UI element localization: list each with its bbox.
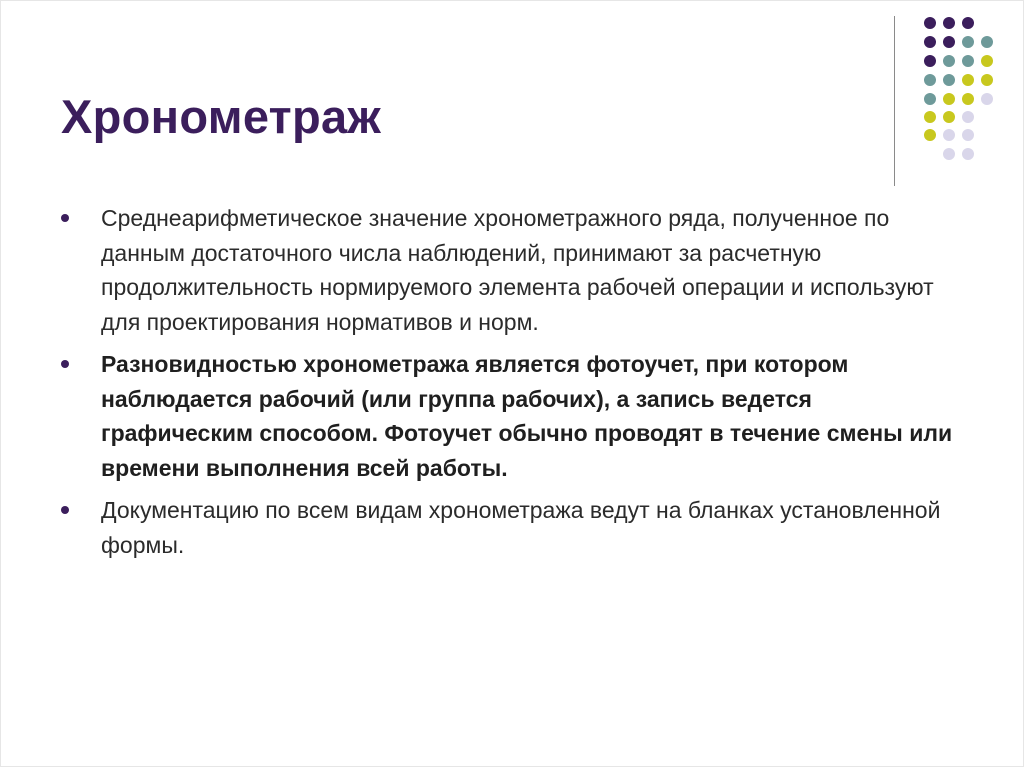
decorative-dot bbox=[943, 55, 955, 67]
decorative-dot bbox=[981, 36, 993, 48]
decorative-dot bbox=[924, 17, 936, 29]
decorative-dot bbox=[924, 111, 936, 123]
bullet-item-3 bbox=[61, 493, 961, 562]
bullet-item-2 bbox=[61, 347, 961, 485]
decorative-dot bbox=[962, 74, 974, 86]
decorative-dot bbox=[981, 74, 993, 86]
decorative-dot bbox=[962, 17, 974, 29]
decorative-dot bbox=[924, 93, 936, 105]
decorative-dot bbox=[943, 17, 955, 29]
bullet-marker-icon bbox=[61, 360, 69, 368]
decorative-divider-line bbox=[894, 16, 895, 186]
decorative-dot bbox=[981, 93, 993, 105]
decorative-dot bbox=[924, 129, 936, 141]
decorative-dot bbox=[962, 36, 974, 48]
bullet-text: Документацию по всем видам хронометража ведут на бланках установленной формы. bbox=[101, 497, 941, 558]
decorative-dot bbox=[962, 148, 974, 160]
decorative-dot bbox=[962, 111, 974, 123]
bullet-text: Разновидностью хронометража является фотоучет, при котором наблюдается рабочий (или группа рабочих), а запись ведется графическим способом. Фотоучет обычно проводят в течение смены или времени выполнения всей работы. bbox=[101, 351, 953, 481]
decorative-dot bbox=[981, 55, 993, 67]
decorative-dot bbox=[943, 148, 955, 160]
decorative-dot bbox=[943, 129, 955, 141]
decorative-dot bbox=[962, 55, 974, 67]
decorative-dot bbox=[924, 74, 936, 86]
decorative-dot bbox=[943, 36, 955, 48]
decorative-dot bbox=[962, 93, 974, 105]
bullet-marker-icon bbox=[61, 214, 69, 222]
decorative-dot bbox=[943, 74, 955, 86]
decorative-dot bbox=[943, 111, 955, 123]
bullet-marker-icon bbox=[61, 506, 69, 514]
decorative-dot bbox=[962, 129, 974, 141]
bullet-list bbox=[61, 201, 961, 570]
bullet-item-1 bbox=[61, 201, 961, 339]
slide-title: Хронометраж bbox=[61, 90, 382, 143]
decorative-dot bbox=[924, 36, 936, 48]
decorative-dot bbox=[943, 93, 955, 105]
bullet-text: Среднеарифметическое значение хронометражного ряда, полученное по данным достаточного числа наблюдений, принимают за расчетную продолжительность нормируемого элемента рабочей операции и используют для проектирования нормативов и норм. bbox=[101, 205, 934, 335]
decorative-dot bbox=[924, 55, 936, 67]
